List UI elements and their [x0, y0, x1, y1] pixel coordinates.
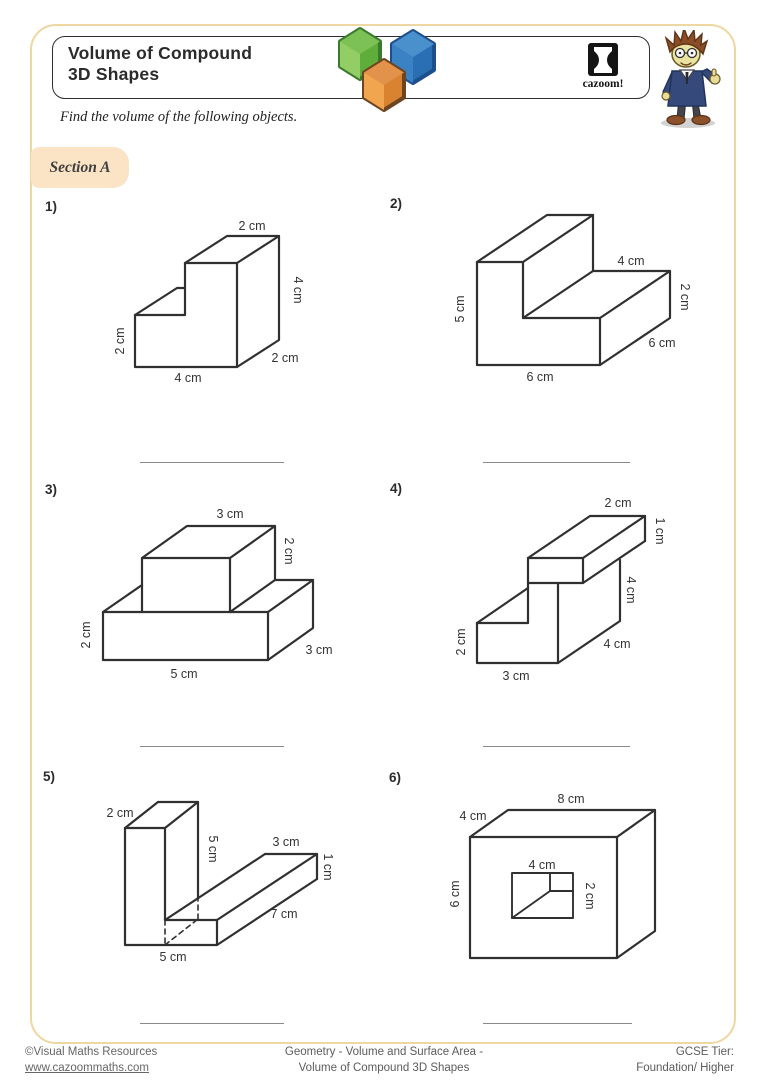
answer-line-4 [483, 746, 630, 747]
answer-line-2 [483, 462, 630, 463]
answer-line-6 [483, 1023, 632, 1024]
dimension-label: 4 cm [174, 371, 202, 385]
dimension-label: 5 cm [159, 950, 187, 964]
dimension-label: 3 cm [272, 835, 300, 849]
dimension-label: 4 cm [528, 858, 556, 872]
dimension-label: 3 cm [216, 507, 244, 521]
diagram-shape-3 [79, 507, 333, 681]
title-line-1: Volume of Compound [68, 43, 253, 63]
dimension-label: 2 cm [271, 351, 299, 365]
dimension-label: 2 cm [282, 537, 296, 565]
tier-line-2: Foundation/ Higher [636, 1062, 734, 1074]
dimension-label: 4 cm [459, 809, 487, 823]
problem-number-4: 4) [390, 481, 403, 496]
dimension-label: 2 cm [604, 496, 632, 510]
dimension-label: 3 cm [502, 669, 530, 683]
problem-number-2: 2) [390, 196, 403, 211]
dimension-label: 2 cm [583, 882, 597, 910]
dimension-label: 6 cm [448, 880, 462, 908]
dimension-label: 7 cm [270, 907, 298, 921]
brand-name: cazoom! [582, 78, 624, 90]
diagram-shape-6 [448, 792, 655, 958]
footer-right [636, 1044, 734, 1076]
topic-line-2: Volume of Compound 3D Shapes [298, 1062, 470, 1074]
dimension-label: 6 cm [526, 370, 554, 384]
copyright-text: ©Visual Maths Resources [25, 1046, 158, 1058]
problem-number-3: 3) [45, 482, 58, 497]
dimension-label: 2 cm [454, 628, 468, 656]
dimension-label: 2 cm [678, 283, 692, 311]
diagram-shape-4 [454, 496, 667, 683]
dimension-label: 2 cm [79, 621, 93, 649]
dimension-label: 5 cm [170, 667, 198, 681]
problem-number-5: 5) [43, 769, 56, 784]
dimension-label: 4 cm [603, 637, 631, 651]
dimension-label: 5 cm [206, 835, 220, 863]
topic-line-1: Geometry - Volume and Surface Area - [284, 1046, 484, 1058]
dimension-label: 2 cm [106, 806, 134, 820]
diagram-shape-2 [453, 215, 692, 384]
problem-number-1: 1) [45, 199, 58, 214]
dimension-label: 2 cm [113, 327, 127, 355]
answer-line-3 [140, 746, 284, 747]
dimension-label: 4 cm [617, 254, 645, 268]
dimension-label: 1 cm [321, 853, 335, 881]
dimension-label: 5 cm [453, 295, 467, 323]
dimension-label: 4 cm [291, 276, 305, 304]
answer-line-5 [140, 1023, 284, 1024]
website-link[interactable]: www.cazoommaths.com [25, 1062, 149, 1074]
diagram-shape-5 [106, 802, 335, 964]
dimension-label: 1 cm [653, 517, 667, 545]
diagram-shape-1 [113, 219, 305, 385]
tier-line-1: GCSE Tier: [675, 1046, 734, 1058]
dimension-label: 2 cm [238, 219, 266, 233]
answer-line-1 [140, 462, 284, 463]
instruction-text: Find the volume of the following objects. [60, 109, 298, 125]
dimension-label: 8 cm [557, 792, 585, 806]
dimension-label: 3 cm [305, 643, 333, 657]
problem-number-6: 6) [389, 770, 402, 785]
section-a-label: Section A [49, 158, 111, 176]
dimension-label: 6 cm [648, 336, 676, 350]
title-line-2: 3D Shapes [68, 64, 160, 84]
dimension-label: 4 cm [624, 576, 638, 604]
